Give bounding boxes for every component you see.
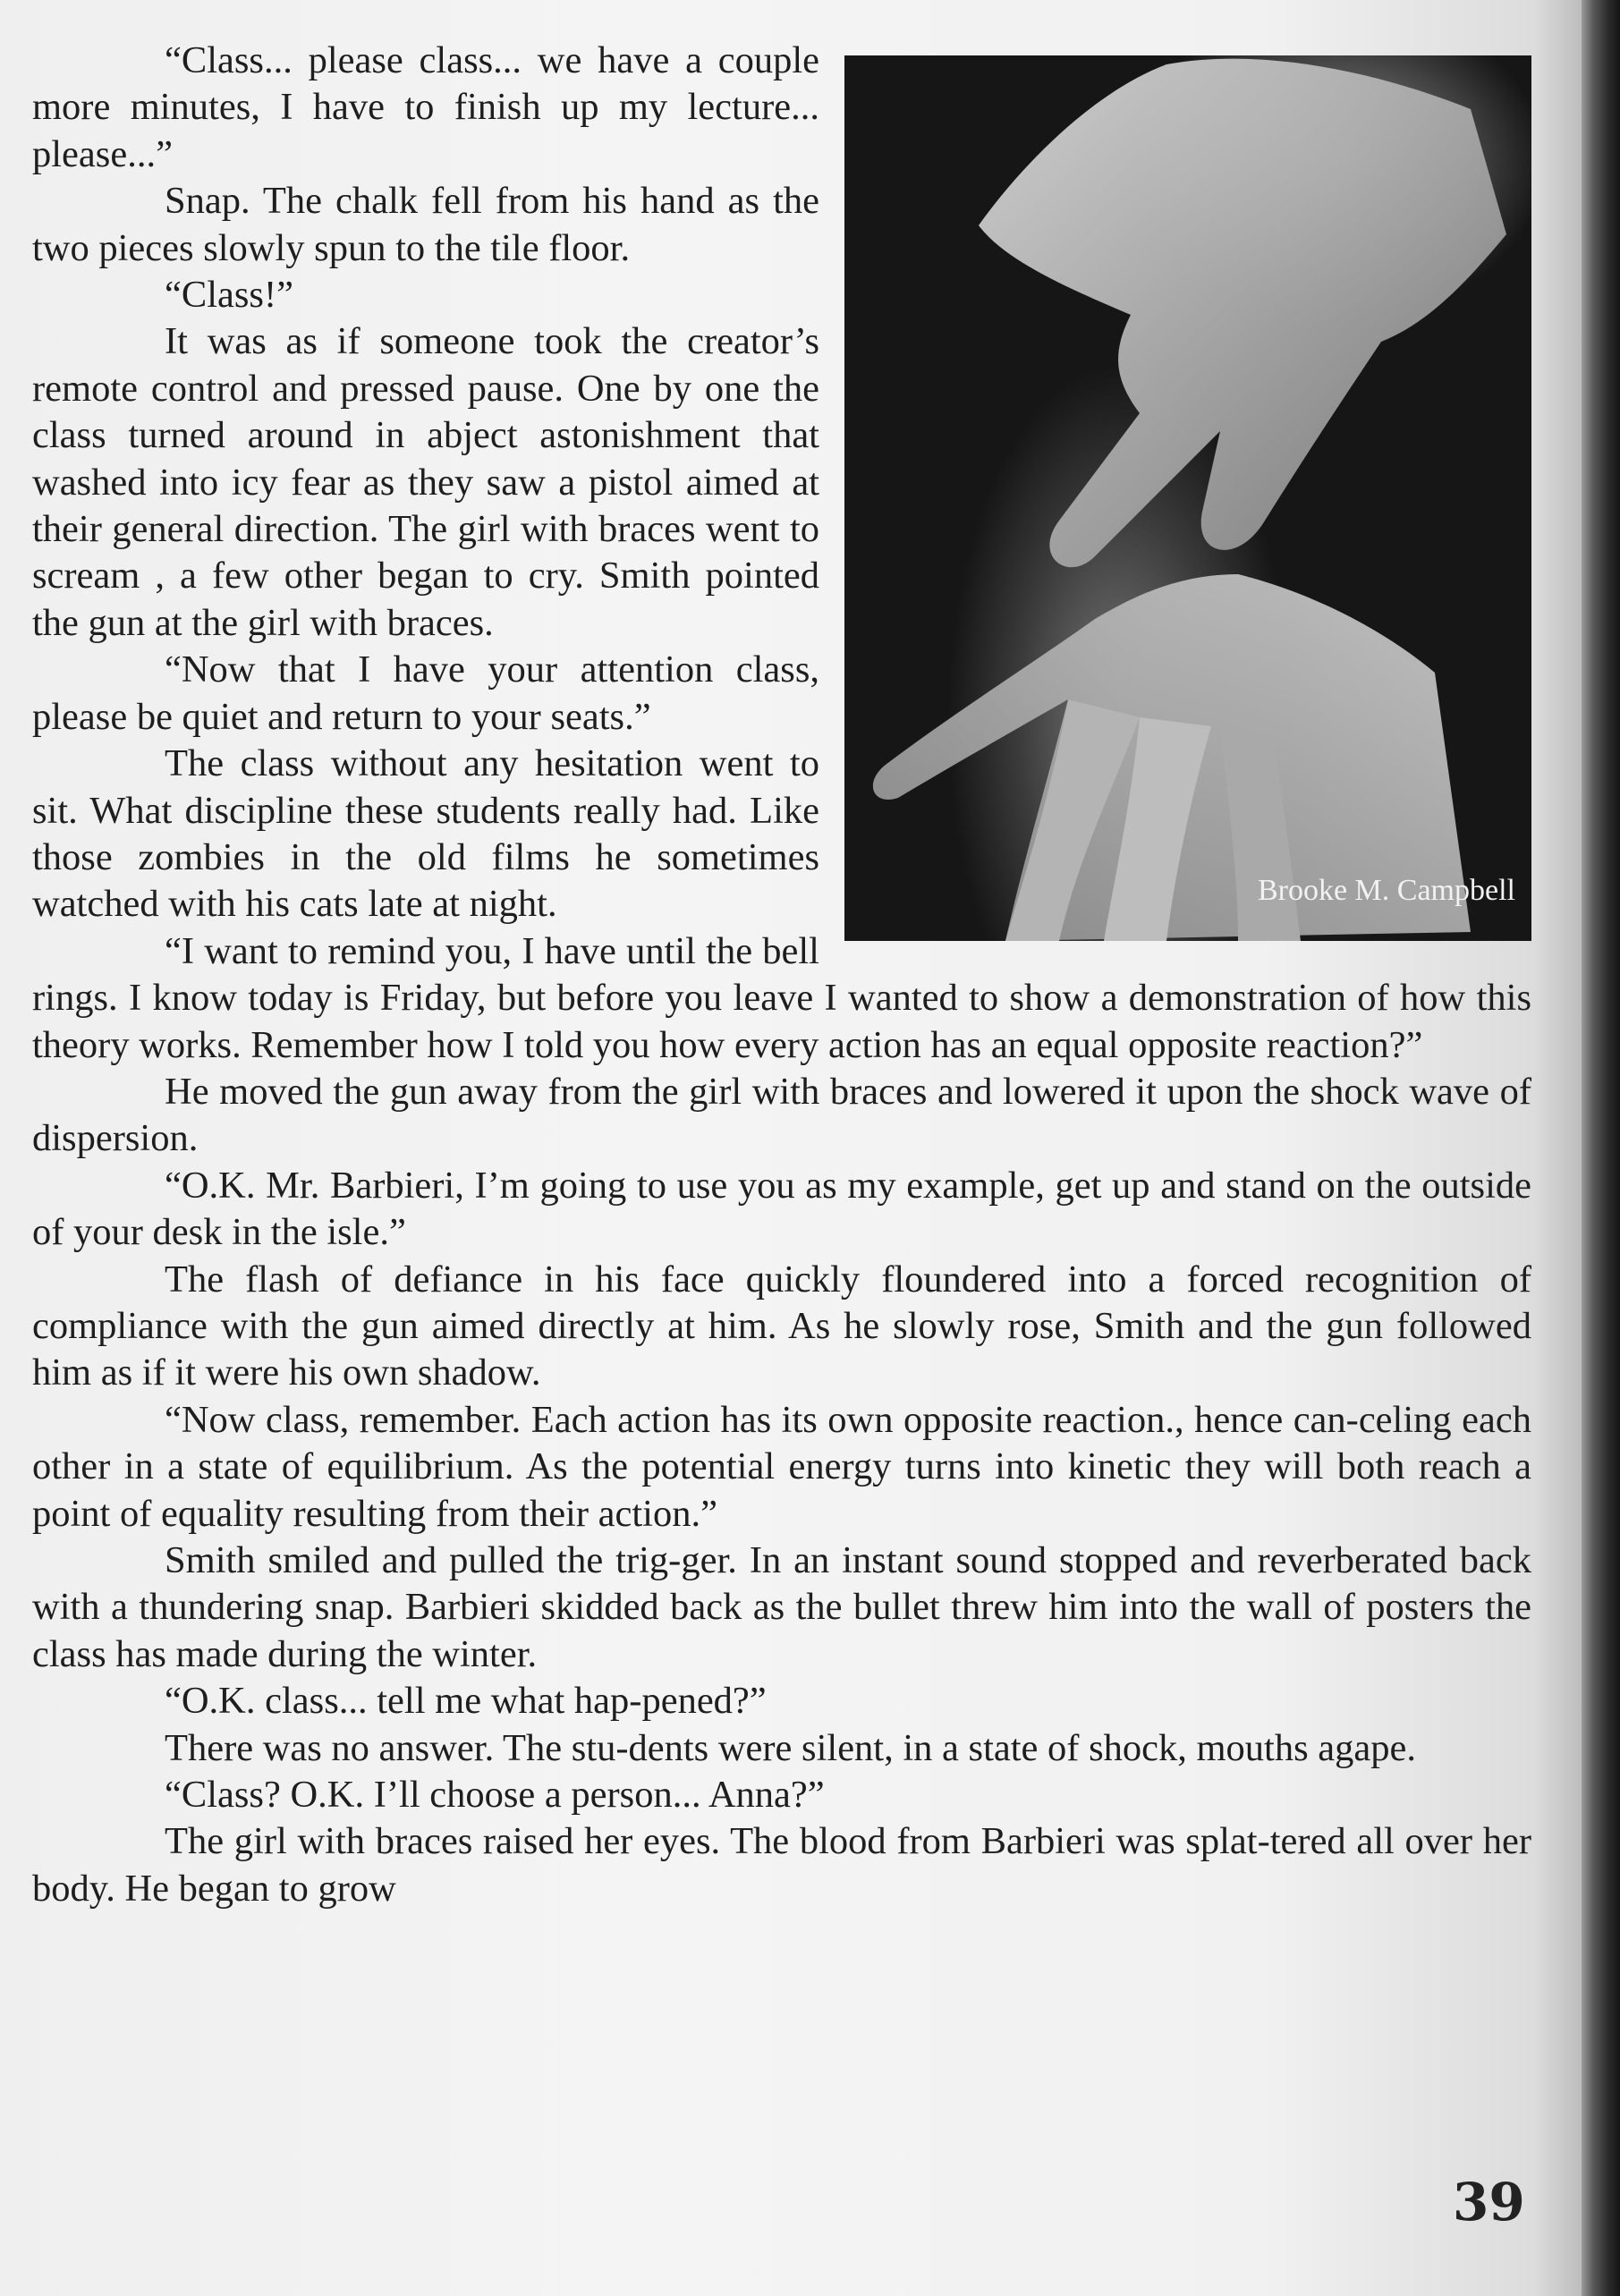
paragraph: He moved the gun away from the girl with braces and lowered it upon the shock wave of dispersion.	[32, 1070, 1531, 1160]
paragraph: It was as if someone took the creator’s remote control and pressed pause. One by one the class turned around in abject astonishment that washed into icy fear as they saw a pistol aimed at their general direction. The girl with braces went to scream , a few other began to cry. Smith pointed the gun at the girl with braces.	[32, 320, 819, 644]
story-text	[32, 38, 1531, 1912]
page-number: 39	[1453, 2172, 1525, 2232]
paragraph: There was no answer. The stu-dents were silent, in a state of shock, mouths agape.	[165, 1726, 1416, 1769]
hands-photo	[844, 55, 1531, 941]
photo-credit: Brooke M. Campbell	[1257, 873, 1515, 907]
paragraph: Snap. The chalk fell from his hand as the two pieces slowly spun to the tile floor.	[32, 180, 819, 269]
upper-hand-shape	[979, 59, 1506, 568]
paragraph: “Class? O.K. I’ll choose a person... Anna?”	[165, 1774, 825, 1817]
paragraph: Smith smiled and pulled the trig-ger. In an instant sound stopped and reverberated back with a thundering snap. Barbieri skidded back as the bullet threw him into the wall of posters the class has made during the winter.	[32, 1539, 1531, 1675]
paragraph: “O.K. class... tell me what hap-pened?”	[165, 1680, 767, 1723]
paragraph: “Now class, remember. Each action has its own opposite reaction., hence can-celing each other in a state of equilibrium. As the potential energy turns into kinetic they will both reach a point of equality resulting from their action.”	[32, 1398, 1531, 1535]
paragraph: “O.K. Mr. Barbieri, I’m going to use you as my example, get up and stand on the outside of your desk in the isle.”	[32, 1164, 1531, 1254]
paragraph: “Class... please class... we have a couple more minutes, I have to finish up my lecture... please...”	[32, 39, 819, 175]
paragraph: The girl with braces raised her eyes. The blood from Barbieri was splat-tered all over her body. He began to grow	[32, 1820, 1531, 1910]
paragraph: “Now that I have your attention class, please be quiet and return to your seats.”	[32, 648, 819, 738]
binding-edge	[1582, 0, 1620, 2296]
paragraph: “Class!”	[165, 274, 293, 317]
paragraph: The flash of defiance in his face quickly floundered into a forced recognition of compliance with the gun aimed directly at him. As he slowly rose, Smith and the gun followed him as if it were his own shadow.	[32, 1258, 1531, 1394]
paragraph: The class without any hesitation went to sit. What discipline these students really had. Like those zombies in the old films he sometimes watched with his cats late at night.	[32, 742, 819, 926]
hands-illustration	[844, 55, 1531, 941]
paragraph: “I want to remind you, I have until the bell rings. I know today is Friday, but before you leave I wanted to show a demonstration of how this theory works. Remember how I told you how every action has an equal opposite reaction?”	[32, 929, 1531, 1066]
